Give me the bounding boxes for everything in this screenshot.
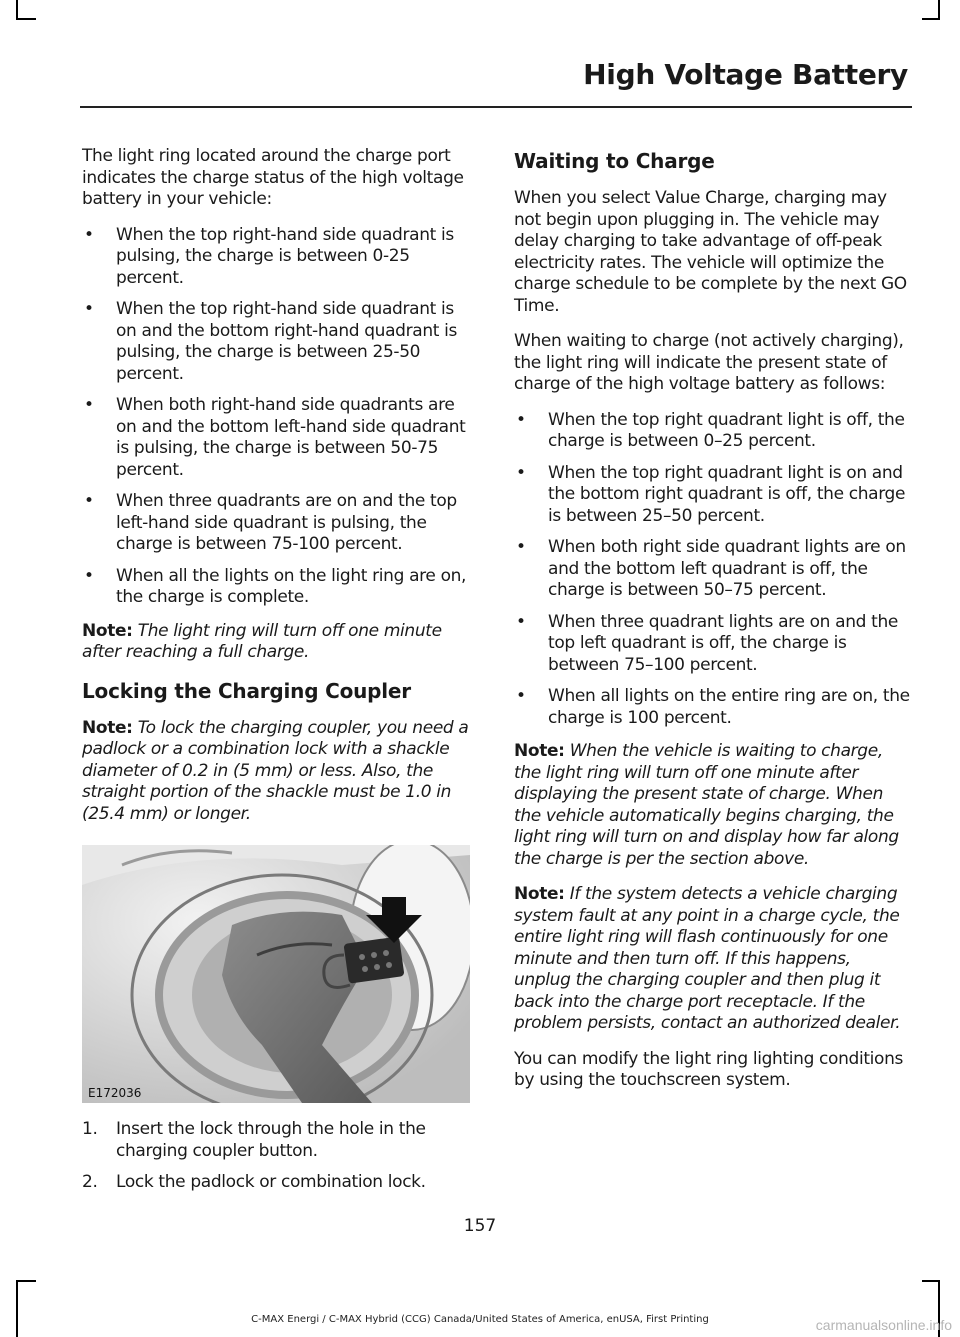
list-item: • When both right side quadrant lights are on and the bottom left quadrant is off, the charge is between 50–75 percent. xyxy=(514,537,910,602)
header-divider xyxy=(80,106,912,108)
crop-mark xyxy=(922,1280,940,1282)
page-title: High Voltage Battery xyxy=(583,58,908,91)
lock-steps-list xyxy=(82,1119,478,1194)
note-text: If the system detects a vehicle charging system fault at any point in a charge cycle, the entire light ring will flash continuously for one minute and then turn off. If this happens, unplug the charging coupler and then plug it back into the charge port receptacle. If the problem persists, contact an authorized dealer. xyxy=(514,884,901,1033)
crop-mark xyxy=(16,1280,36,1282)
list-item: • When all the lights on the light ring are on, the charge is complete. xyxy=(82,566,478,609)
list-item: • When three quadrants are on and the top left-hand side quadrant is pulsing, the charge is between 75-100 percent. xyxy=(82,491,478,556)
watermark: carmanualsonline.info xyxy=(815,1317,952,1333)
step-number: 2. xyxy=(82,1172,98,1192)
crop-mark xyxy=(16,1280,18,1337)
note-label: Note: xyxy=(82,717,133,738)
step-text: Insert the lock through the hole in the charging coupler button. xyxy=(116,1119,426,1161)
paragraph: When waiting to charge (not actively charging), the light ring will indicate the present state of charge of the high voltage battery as follows: xyxy=(514,331,904,394)
note-label: Note: xyxy=(82,620,133,641)
note-label: Note: xyxy=(514,884,565,904)
intro-paragraph: The light ring located around the charge port indicates the charge status of the high voltage battery in your vehicle: xyxy=(82,146,464,209)
section-heading: Locking the Charging Coupler xyxy=(82,678,411,703)
crop-mark xyxy=(16,18,36,20)
section-heading: Waiting to Charge xyxy=(514,149,715,173)
crop-mark xyxy=(922,18,940,20)
step-item xyxy=(82,1119,478,1162)
note xyxy=(82,718,478,826)
crop-mark xyxy=(16,0,18,20)
figure-code: E172036 xyxy=(88,1086,142,1100)
paragraph: When you select Value Charge, charging may not begin upon plugging in. The vehicle may delay charging to take advantage of off-peak electricity rates. The vehicle will optimize the charge schedule to be complete by the next GO Time. xyxy=(514,188,907,316)
note xyxy=(514,884,910,1035)
list-item: • When the top right quadrant light is on and the bottom right quadrant is off, the charge is between 25–50 percent. xyxy=(514,463,910,528)
list-item: • When the top right-hand side quadrant is on and the bottom right-hand quadrant is pulsing, the charge is between 25-50 percent. xyxy=(82,299,478,385)
note-label: Note: xyxy=(514,741,565,761)
list-item: • When the top right-hand side quadrant is pulsing, the charge is between 0-25 percent. xyxy=(82,225,478,290)
coupler-lock-illustration xyxy=(82,845,470,1103)
note xyxy=(514,741,910,870)
list-item: • When the top right quadrant light is off, the charge is between 0–25 percent. xyxy=(514,410,910,453)
step-number: 1. xyxy=(82,1119,98,1139)
note-text: To lock the charging coupler, you need a padlock or a combination lock with a shackle diameter of 0.2 in (5 mm) or less. Also, the straight portion of the shackle must be 1.0 in (25.4 mm) or longer. xyxy=(82,717,469,824)
list-item: • When three quadrant lights are on and the top left quadrant is off, the charge is between 75–100 percent. xyxy=(514,612,910,677)
waiting-status-list xyxy=(514,410,910,730)
step-item xyxy=(82,1172,478,1194)
note-text: The light ring will turn off one minute after reaching a full charge. xyxy=(82,620,442,662)
list-item: • When both right-hand side quadrants are on and the bottom left-hand side quadrant is pulsing, the charge is between 50-75 percent. xyxy=(82,395,478,481)
paragraph: You can modify the light ring lighting conditions by using the touchscreen system. xyxy=(514,1048,904,1090)
right-column xyxy=(514,146,910,1106)
left-column xyxy=(82,146,478,1206)
footer-text: C-MAX Energi / C-MAX Hybrid (CCG) Canada/United States of America, enUSA, First Printing xyxy=(251,1314,709,1325)
crop-mark xyxy=(938,0,940,20)
step-text: Lock the padlock or combination lock. xyxy=(116,1172,426,1192)
list-item: • When all lights on the entire ring are on, the charge is 100 percent. xyxy=(514,686,910,729)
note-text: When the vehicle is waiting to charge, the light ring will turn off one minute after displaying the present state of charge. When the vehicle automatically begins charging, the light ring will turn on and display how far along the charge is per the section above. xyxy=(514,741,899,869)
note xyxy=(82,621,478,664)
page-number: 157 xyxy=(463,1216,497,1236)
charge-status-list xyxy=(82,225,478,609)
charging-coupler-illustration xyxy=(82,845,470,1103)
